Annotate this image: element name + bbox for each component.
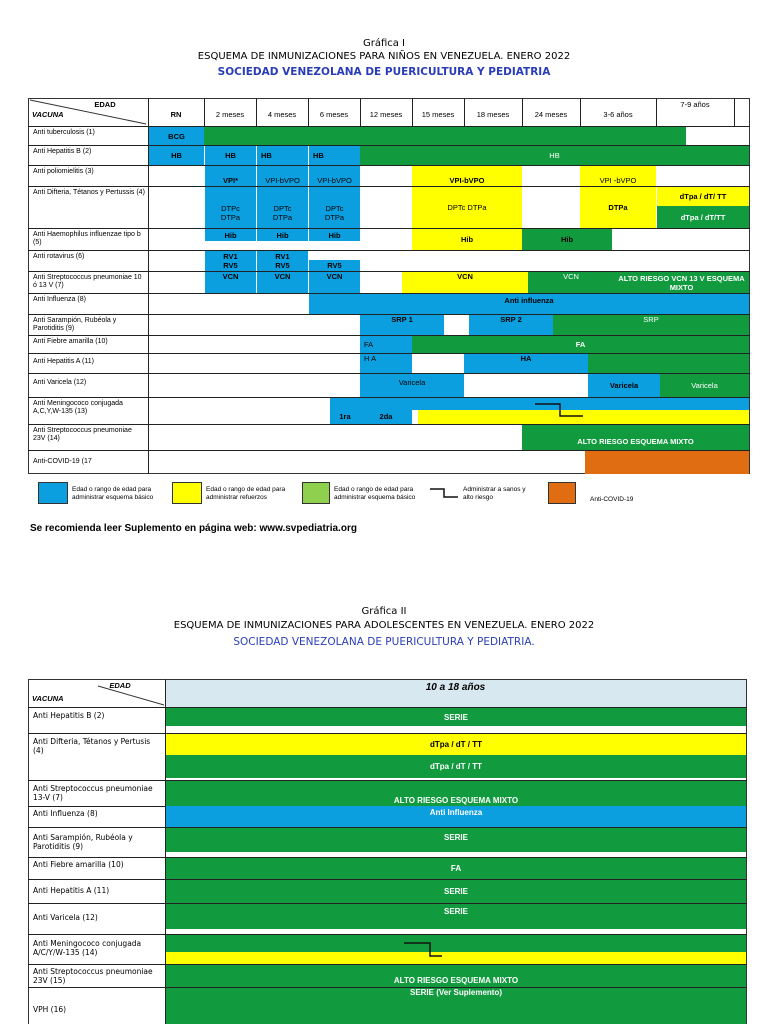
cell-serie: SERIE: [166, 904, 746, 929]
row-label: Anti Varicela (12): [33, 913, 98, 922]
vacuna-header: VACUNA: [32, 694, 64, 703]
cell-ha-green: [588, 354, 749, 373]
chart1-title: ESQUEMA DE INMUNIZACIONES PARA NIÑOS EN VENEZUELA. ENERO 2022: [197, 51, 571, 62]
cell-rv5: RV5: [309, 260, 360, 271]
cell-hb-green: HB: [360, 146, 749, 165]
cell-vpi-bvpo-yellow: VPI-bVPO: [412, 166, 522, 186]
row-label: Anti Meningococo conjugada A/C/Y/W-135 (14): [33, 939, 142, 957]
cell-hib: Hib: [205, 229, 256, 241]
cell-hb: HB: [149, 146, 204, 165]
cell-serie: SERIE: [166, 880, 746, 903]
row-label: Anti Streptococcus pneumoniae 10 ó 13 V (7): [33, 274, 142, 289]
row-label: Anti Hepatitis A (11): [33, 358, 94, 365]
row-label: Anti Sarampión, Rubéola y Parotiditis (9): [33, 833, 133, 851]
cell-hb: HB: [309, 146, 360, 165]
age-header: 10 a 18 años: [425, 682, 486, 693]
cell-varicela-green: Varicela: [660, 374, 749, 397]
cell-dtpa-yellow: dTpa / dT / TT: [166, 734, 746, 755]
cell-dtpa-yellow: DTPa: [580, 187, 656, 228]
cell-alto-riesgo-vcn: ALTO RIESGO VCN 13 V ESQUEMA MIXTO: [614, 272, 749, 293]
age-header: 4 meses: [267, 110, 297, 119]
cell-fa-green: FA: [412, 336, 749, 353]
legend-text: Anti-COVID-19: [590, 496, 634, 503]
cell-vcn-yellow: VCN: [402, 272, 528, 293]
row-label: Anti Hepatitis B (2): [33, 148, 92, 155]
cell-green: [204, 127, 686, 145]
cell-vcn: VCN: [309, 272, 360, 293]
cell-dtpa-green: dTpa / dT / TT: [166, 755, 746, 778]
cell-alto-riesgo: ALTO RIESGO ESQUEMA MIXTO: [166, 965, 746, 987]
chart1-subtitle: SOCIEDAD VENEZOLANA DE PUERICULTURA Y PEDIATRIA: [217, 66, 551, 78]
row-label: Anti Streptococcus pneumoniae 23V (14): [33, 427, 132, 442]
header-diagonal: [28, 98, 148, 126]
chart2-subtitle: SOCIEDAD VENEZOLANA DE PUERICULTURA Y PEDIATRIA.: [233, 636, 535, 648]
cell-srp1: SRP 1: [360, 315, 444, 335]
row-label: Anti Haemophilus influenzae tipo b (5): [33, 231, 141, 246]
age-header: 15 meses: [421, 110, 455, 119]
cell-hib: Hib: [309, 229, 360, 241]
cell-dtpa-dt-tt: dTpa / dT/ TT: [657, 187, 749, 206]
row-label: Anti Influenza (8): [33, 809, 98, 818]
cell-dtp-yellow: DPTc DTPa: [412, 187, 522, 228]
cell-alto-riesgo: ALTO RIESGO ESQUEMA MIXTO: [522, 425, 749, 450]
chart2-title-number: Gráfica II: [361, 606, 407, 617]
age-header: 24 meses: [534, 110, 568, 119]
legend-text: Edad o rango de edad para administrar refuerzos: [206, 486, 286, 501]
row-label: Anti Difteria, Tétanos y Pertusis (4): [33, 737, 151, 755]
cell-hib-green: Hib: [522, 229, 612, 250]
row-label: Anti tuberculosis (1): [33, 129, 95, 136]
legend-line-icon: [430, 486, 460, 500]
cell-vpi: VPI*: [205, 166, 256, 186]
cell-serie: SERIE: [166, 828, 746, 852]
row-label: Anti Fiebre amarilla (10): [33, 860, 124, 869]
cell-bcg: BCG: [149, 127, 204, 145]
cell-covid: [585, 451, 749, 474]
row-label: Anti Streptococcus pneumoniae 23V (15): [33, 967, 153, 985]
row-label: Anti Fiebre amarilla (10): [33, 338, 108, 345]
row-label: Anti Hepatitis A (11): [33, 886, 110, 895]
cell-hb: HB: [205, 146, 256, 165]
legend-orange: [548, 482, 576, 504]
cell-2da: 2da: [360, 398, 412, 424]
cell-varicela: Varicela: [588, 374, 660, 397]
legend-yellow: [172, 482, 202, 504]
cell-serie: SERIE: [166, 708, 746, 726]
age-header: 12 meses: [369, 110, 403, 119]
row-label: Anti rotavirus (6): [33, 253, 85, 260]
row-label: Anti-COVID-19 (17: [33, 458, 92, 465]
cell-dtp: DPTc DTPa: [257, 187, 308, 228]
cell-vph-serie: SERIE (Ver Suplemento): [166, 988, 746, 1024]
cell-men-yellow: [166, 952, 746, 964]
cell-fa: FA: [166, 858, 746, 879]
cell-srp: SRP: [553, 315, 749, 335]
row-label: Anti Hepatitis B (2): [33, 711, 105, 720]
cell-vpi-bvpo: VPI-bVPO: [257, 166, 308, 186]
row-label: VPH (16): [33, 1005, 67, 1014]
cell-hib-yellow: Hib: [412, 229, 522, 250]
cell-vcn: VCN: [257, 272, 308, 293]
cell-vpi-bvpo-yellow: VPI -bVPO: [580, 166, 656, 186]
cell-fa: FA: [360, 336, 412, 353]
cell-men-green: [166, 935, 746, 952]
row-label: Anti Meningococo conjugada A,C,Y,W-135 (13): [33, 400, 123, 415]
row-label: Anti Difteria, Tétanos y Pertussis (4): [33, 189, 145, 196]
edad-header: EDAD: [94, 100, 116, 109]
edad-header: EDAD: [109, 681, 131, 690]
cell-ha-blue: HA: [464, 354, 588, 373]
row-label: Anti Sarampión, Rubéola y Parotiditis (9): [33, 317, 117, 332]
cell-dtp: DTPc DTPa: [205, 187, 256, 228]
chart2-title: ESQUEMA DE INMUNIZACIONES PARA ADOLESCENTES EN VENEZUELA. ENERO 2022: [173, 620, 595, 631]
legend-green: [302, 482, 330, 504]
cell-srp2: SRP 2: [469, 315, 553, 335]
legend-blue: [38, 482, 68, 504]
cell-vcn: VCN: [205, 272, 256, 293]
cell-ha: H A: [360, 354, 412, 373]
row-label: Anti poliomielitis (3): [33, 168, 94, 175]
row-label: Anti Varicela (12): [33, 379, 87, 386]
cell-hb: HB: [257, 146, 308, 165]
sanos-alto-riesgo-line-icon: [535, 400, 585, 420]
cell-rv: RV1 RV5: [257, 251, 308, 271]
cell-anti-influenza: Anti Influenza: [166, 806, 746, 827]
cell-vcn-green: VCN: [528, 272, 614, 293]
row-label: Anti Streptococcus pneumoniae 13-V (7): [33, 784, 153, 802]
cell-dtpa-dt-tt-green: dTpa / dT/TT: [657, 206, 749, 228]
sanos-alto-riesgo-line-icon: [404, 940, 444, 960]
legend-text: Edad o rango de edad para administrar esquema básico: [72, 486, 154, 501]
cell-dtp: DPTc DTPa: [309, 187, 360, 228]
header-diagonal: [28, 680, 166, 707]
cell-alto-riesgo: ALTO RIESGO ESQUEMA MIXTO: [166, 781, 746, 806]
age-header: 6 meses: [319, 110, 349, 119]
cell-hib: Hib: [257, 229, 308, 241]
cell-1ra: 1ra: [330, 398, 360, 424]
row-label: Anti Influenza (8): [33, 296, 86, 303]
cell-rv: RV1 RV5: [205, 251, 256, 271]
cell-varicela-blue: Varicela: [360, 374, 464, 397]
age-header: RN: [170, 110, 182, 119]
legend-text: Administrar a sanos y alto riesgo: [463, 486, 526, 501]
vacuna-header: VACUNA: [32, 110, 64, 119]
cell-anti-influenza: Anti influenza: [309, 294, 749, 314]
chart1-title-number: Gráfica I: [362, 38, 406, 49]
suplemento-note: Se recomienda leer Suplemento en página web: www.svpediatria.org: [30, 523, 357, 534]
age-header: 2 meses: [215, 110, 245, 119]
cell-vpi-bvpo: VPI-bVPO: [309, 166, 360, 186]
age-header: 3-6 años: [603, 110, 633, 119]
age-header: 7-9 años: [680, 100, 710, 109]
age-header: 18 meses: [476, 110, 510, 119]
legend-text: Edad o rango de edad para administrar esquema básico: [334, 486, 416, 501]
